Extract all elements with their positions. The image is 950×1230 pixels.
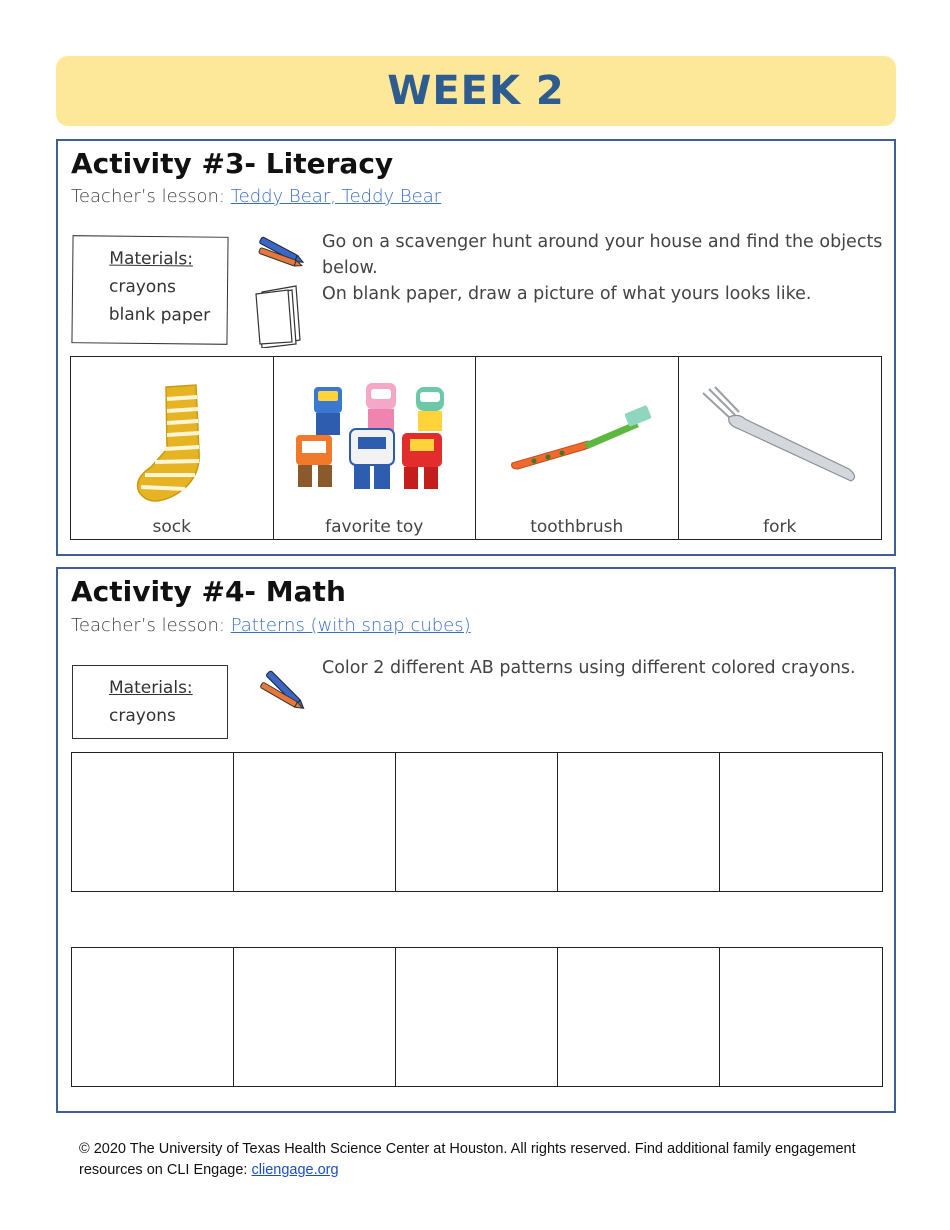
activity-3-title: Activity #3- Literacy	[71, 147, 394, 180]
lesson-link-teddy-bear[interactable]: Teddy Bear, Teddy Bear	[230, 186, 442, 207]
footer	[79, 1139, 879, 1181]
pattern-cell[interactable]	[234, 948, 396, 1086]
object-label: favorite toy	[325, 517, 424, 537]
pattern-cell[interactable]	[234, 753, 396, 891]
pattern-row-1	[71, 752, 883, 892]
activity-4-title: Activity #4- Math	[71, 575, 346, 608]
activity-4-lesson	[71, 615, 471, 636]
object-cell-sock	[71, 357, 274, 539]
toy-robots-image	[274, 357, 477, 517]
activity-3-instructions	[322, 229, 892, 307]
pattern-cell[interactable]	[396, 753, 558, 891]
lesson-prefix: Teacher’s lesson:	[71, 186, 231, 207]
object-label: fork	[763, 517, 797, 537]
instruction-line: Go on a scavenger hunt around your house and find the objects below.	[322, 232, 883, 278]
lesson-link-patterns[interactable]: Patterns (with snap cubes)	[230, 615, 471, 636]
object-label: sock	[152, 517, 191, 537]
week-title: WEEK 2	[387, 68, 565, 114]
material-item: blank paper	[108, 304, 211, 326]
materials-box	[72, 665, 228, 739]
activity-3-section	[56, 139, 896, 556]
week-banner	[56, 56, 896, 126]
material-item: crayons	[108, 276, 176, 298]
toothbrush-image	[476, 357, 679, 517]
pattern-cell[interactable]	[558, 948, 720, 1086]
activity-4-instructions: Color 2 different AB patterns using different colored crayons.	[322, 658, 856, 678]
footer-text: © 2020 The University of Texas Health Science Center at Houston. All rights reserved. Find additional family engagement resources on CLI Engage:	[79, 1141, 856, 1178]
activity-3-lesson	[71, 186, 441, 207]
pattern-cell[interactable]	[72, 948, 234, 1086]
sock-image	[71, 357, 274, 517]
footer-link-cliengage[interactable]: cliengage.org	[251, 1162, 339, 1178]
crayons-icon	[250, 236, 306, 272]
instruction-line: On blank paper, draw a picture of what yours looks like.	[322, 284, 812, 304]
object-label: toothbrush	[530, 517, 624, 537]
pattern-cell[interactable]	[720, 948, 882, 1086]
crayons-icon	[254, 665, 310, 721]
activity-4-section	[56, 567, 896, 1113]
object-cell-toy	[274, 357, 477, 539]
materials-label: Materials:	[109, 248, 194, 270]
materials-box	[71, 235, 228, 345]
pattern-cell[interactable]	[72, 753, 234, 891]
blank-paper-icon	[252, 284, 306, 348]
object-cell-fork	[679, 357, 882, 539]
objects-grid	[70, 356, 882, 540]
pattern-cell[interactable]	[396, 948, 558, 1086]
material-item: crayons	[109, 706, 176, 726]
pattern-cell[interactable]	[558, 753, 720, 891]
pattern-row-2	[71, 947, 883, 1087]
lesson-prefix: Teacher’s lesson:	[71, 615, 231, 636]
materials-label: Materials:	[109, 678, 193, 698]
fork-image	[679, 357, 882, 517]
pattern-cell[interactable]	[720, 753, 882, 891]
object-cell-toothbrush	[476, 357, 679, 539]
